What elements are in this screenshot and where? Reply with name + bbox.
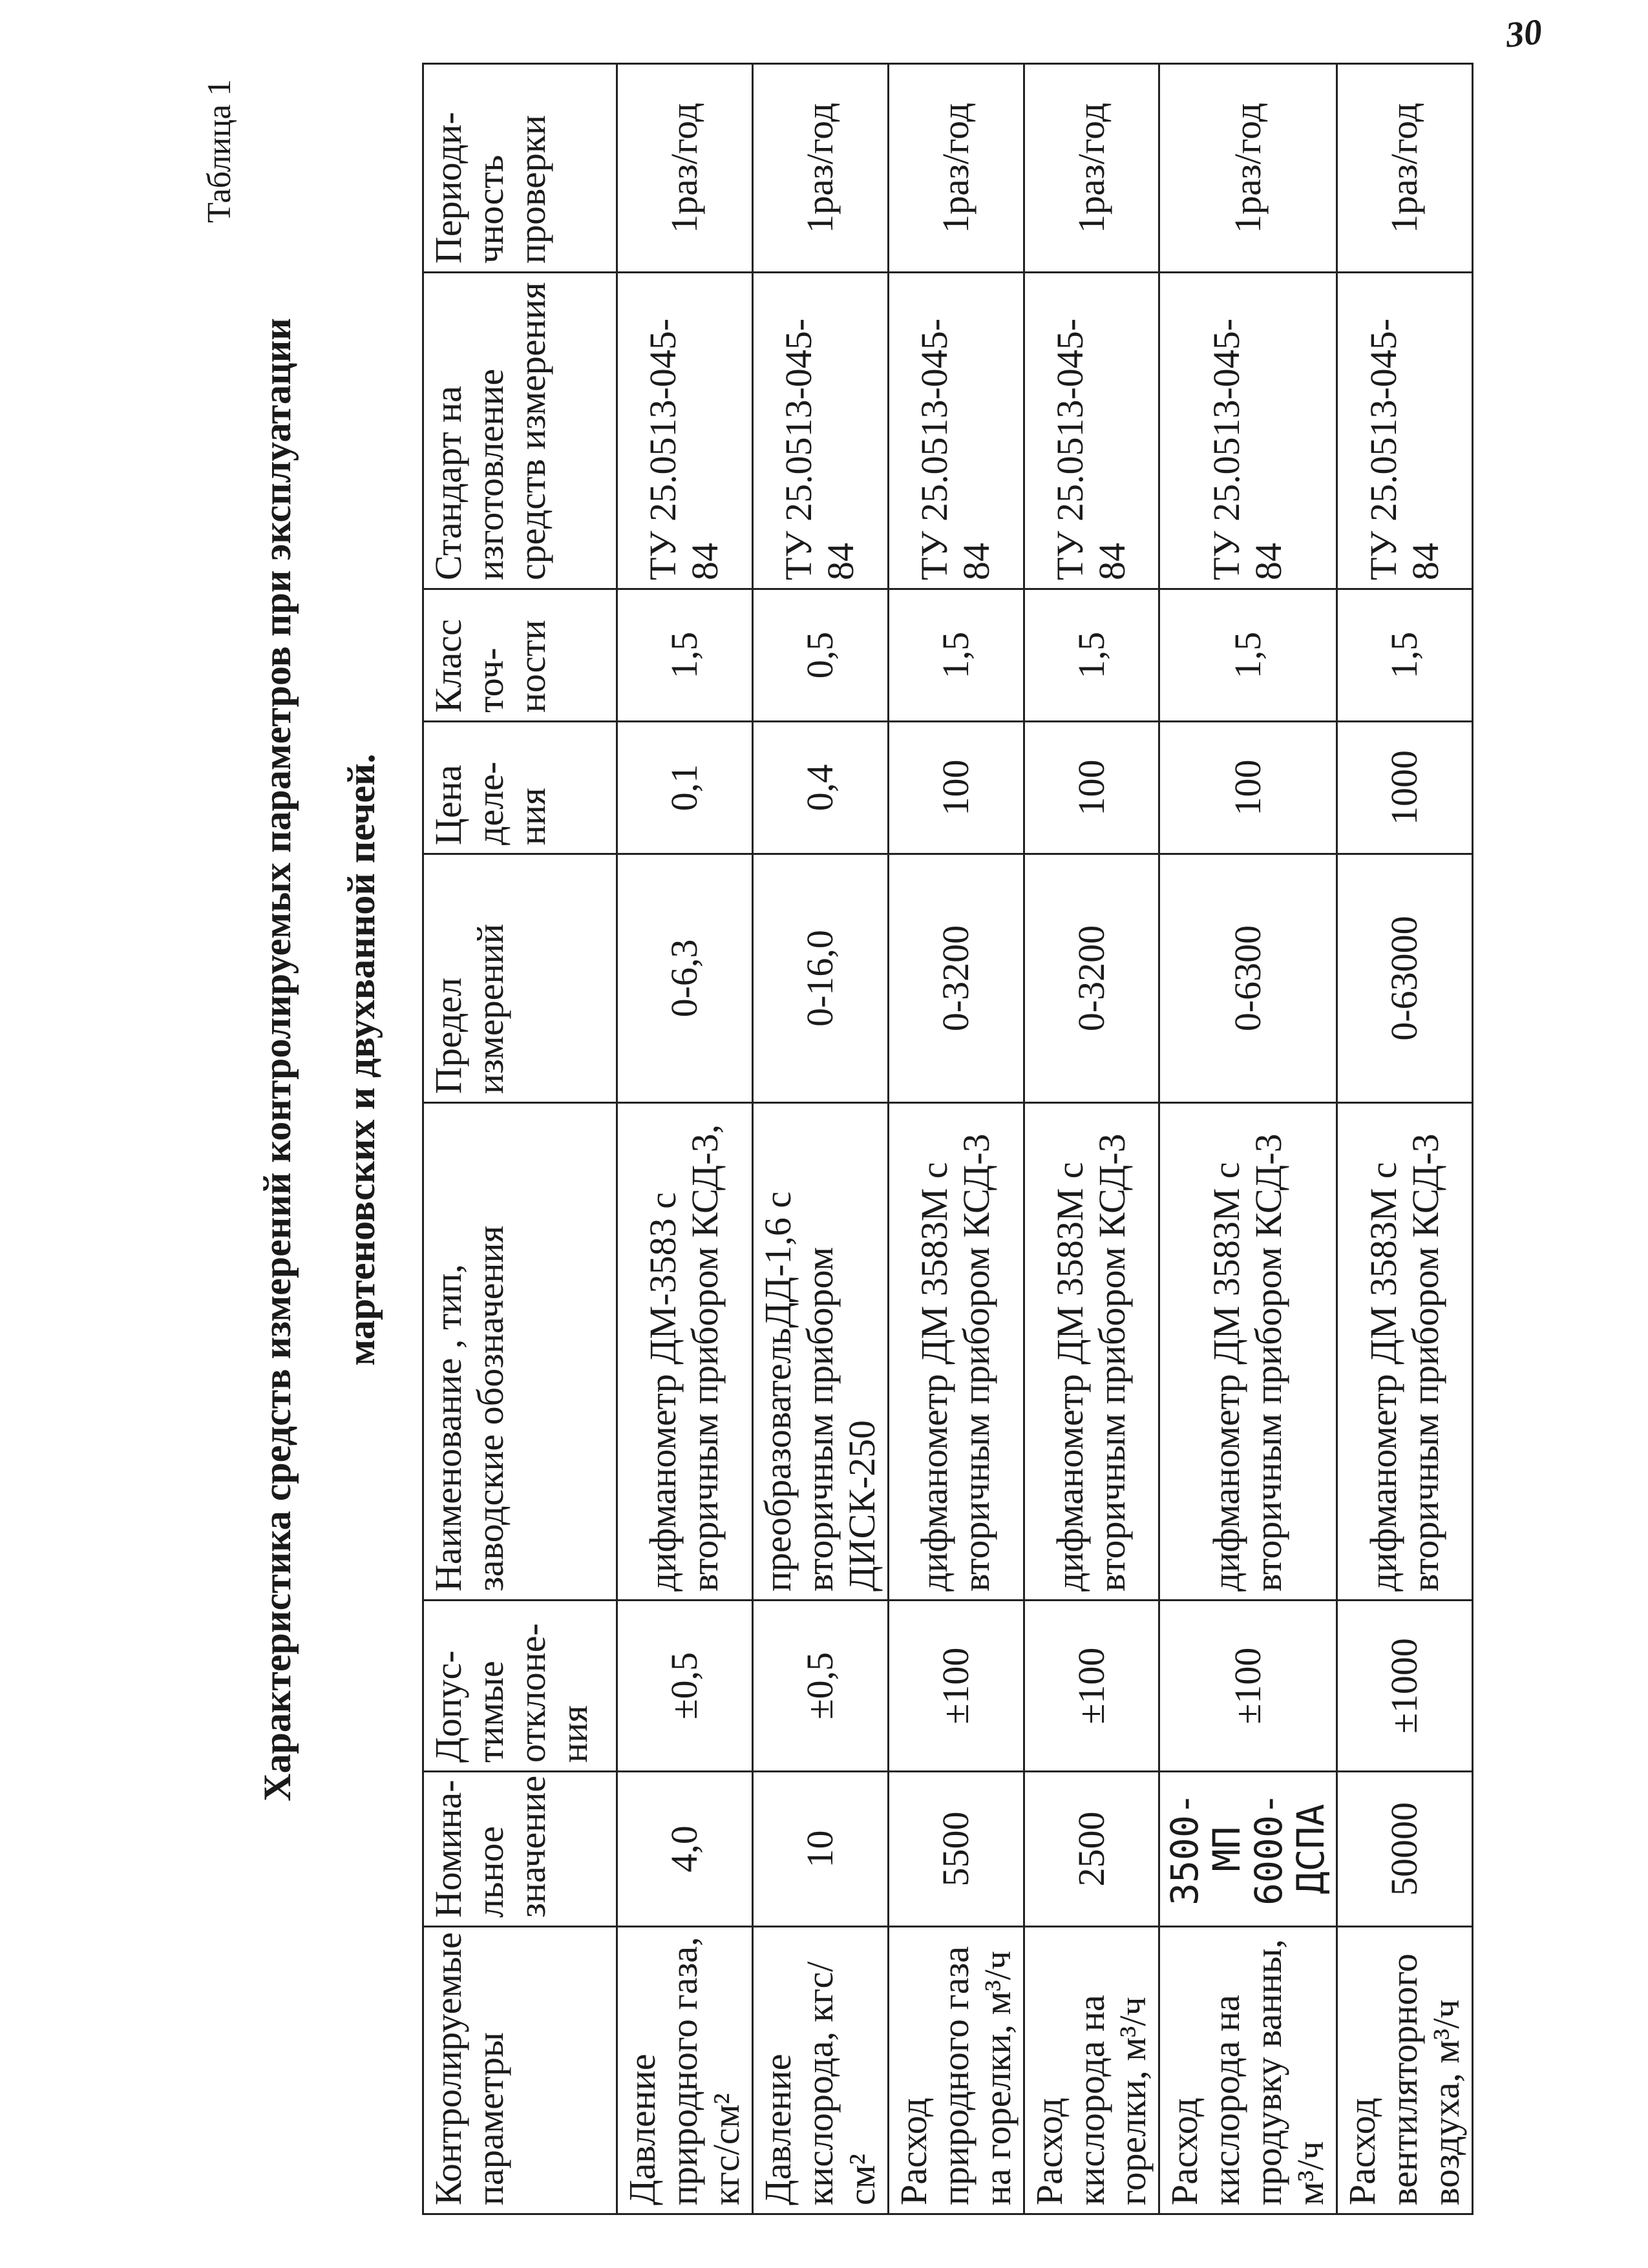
cell-deviation: ±0,5 — [752, 1601, 888, 1772]
cell-param: Давление природного газа, кгс/см² — [617, 1927, 753, 2214]
cell-limit: 0-63000 — [1337, 854, 1473, 1103]
cell-standard: ТУ 25.0513-045-84 — [1337, 273, 1473, 589]
cell-param: Расход кислорода на продувку ванны, м³/ч — [1159, 1927, 1337, 2214]
table-row — [1337, 64, 1473, 2214]
page-number: 30 — [1503, 12, 1545, 56]
cell-standard: ТУ 25.0513-045-84 — [1024, 273, 1159, 589]
header-period: Периоди-чность проверки — [423, 64, 617, 273]
cell-period: 1раз/год — [1337, 64, 1473, 273]
cell-nominal: 2500 — [1024, 1772, 1159, 1927]
cell-standard: ТУ 25.0513-045-84 — [752, 273, 888, 589]
nominal-line-1: 3500-МП — [1163, 1792, 1249, 1906]
table-row — [888, 64, 1024, 2214]
cell-division: 100 — [888, 722, 1024, 854]
cell-nominal: 50000 — [1337, 1772, 1473, 1927]
cell-deviation: ±100 — [1159, 1601, 1337, 1772]
cell-name: преобразовательДД-1,6 с вторичным прибором ДИСК-250 — [752, 1103, 888, 1601]
cell-division: 1000 — [1337, 722, 1473, 854]
cell-division: 0,4 — [752, 722, 888, 854]
cell-limit: 0-3200 — [888, 854, 1024, 1103]
cell-nominal-handwritten — [1159, 1772, 1337, 1927]
cell-param: Давление кислорода, кгс/см² — [752, 1927, 888, 2214]
nominal-line-2: 6000-ДСПА — [1247, 1792, 1333, 1906]
header-name: Наименование , тип, заводские обозначения — [423, 1103, 617, 1601]
table-label: Таблица 1 — [201, 79, 238, 223]
header-limit: Предел измерений — [423, 854, 617, 1103]
cell-name: дифманометр ДМ 3583М с вторичным прибором КСД-3 — [1024, 1103, 1159, 1601]
cell-nominal: 4,0 — [617, 1772, 753, 1927]
cell-deviation: ±0,5 — [617, 1601, 753, 1772]
cell-limit: 0-6,3 — [617, 854, 753, 1103]
table-row — [1024, 64, 1159, 2214]
header-nominal: Номина-льное значение — [423, 1772, 617, 1927]
document-title-line-2: мартеновских и двухванной печей. — [340, 753, 383, 1366]
table-row — [1159, 64, 1337, 2214]
cell-accuracy: 1,5 — [617, 589, 753, 722]
cell-division: 100 — [1024, 722, 1159, 854]
header-param: Контролируемые параметры — [423, 1927, 617, 2214]
cell-deviation: ±1000 — [1337, 1601, 1473, 1772]
cell-period: 1раз/год — [752, 64, 888, 273]
cell-name: дифманометр ДМ-3583 с вторичным прибором КСД-3, — [617, 1103, 753, 1601]
cell-period: 1раз/год — [1159, 64, 1337, 273]
cell-standard: ТУ 25.0513-045-84 — [617, 273, 753, 589]
cell-accuracy: 0,5 — [752, 589, 888, 722]
table-row — [752, 64, 888, 2214]
header-division: Цена деле-ния — [423, 722, 617, 854]
cell-deviation: ±100 — [888, 1601, 1024, 1772]
header-deviation: Допус-тимые отклоне-ния — [423, 1601, 617, 1772]
cell-name: дифманометр ДМ 3583М с вторичным прибором КСД-3 — [888, 1103, 1024, 1601]
cell-accuracy: 1,5 — [1024, 589, 1159, 722]
cell-period: 1раз/год — [617, 64, 753, 273]
cell-division: 100 — [1159, 722, 1337, 854]
cell-accuracy: 1,5 — [888, 589, 1024, 722]
cell-limit: 0-6300 — [1159, 854, 1337, 1103]
cell-param: Расход природного газа на горелки, м³/ч — [888, 1927, 1024, 2214]
cell-limit: 0-3200 — [1024, 854, 1159, 1103]
cell-nominal: 5500 — [888, 1772, 1024, 1927]
cell-name: дифманометр ДМ 3583М с вторичным прибором КСД-3 — [1159, 1103, 1337, 1601]
table-row — [617, 64, 753, 2214]
cell-standard: ТУ 25.0513-045-84 — [888, 273, 1024, 589]
measurement-spec-table — [422, 63, 1474, 2215]
header-accuracy: Класс точ-ности — [423, 589, 617, 722]
cell-standard: ТУ 25.0513-045-84 — [1159, 273, 1337, 589]
cell-accuracy: 1,5 — [1337, 589, 1473, 722]
cell-accuracy: 1,5 — [1159, 589, 1337, 722]
cell-division: 0,1 — [617, 722, 753, 854]
cell-param: Расход вентиляторного воздуха, м³/ч — [1337, 1927, 1473, 2214]
cell-nominal: 10 — [752, 1772, 888, 1927]
cell-deviation: ±100 — [1024, 1601, 1159, 1772]
cell-param: Расход кислорода на горелки, м³/ч — [1024, 1927, 1159, 2214]
cell-limit: 0-16,0 — [752, 854, 888, 1103]
header-standard: Стандарт на изготовление средств измерения — [423, 273, 617, 589]
table-header-row — [423, 64, 617, 2214]
cell-period: 1раз/год — [888, 64, 1024, 273]
cell-name: дифманометр ДМ 3583М с вторичным прибором КСД-3 — [1337, 1103, 1473, 1601]
cell-period: 1раз/год — [1024, 64, 1159, 273]
document-title-line-1: Характеристика средств измерений контролируемых параметров при эксплуатации — [256, 318, 299, 1801]
